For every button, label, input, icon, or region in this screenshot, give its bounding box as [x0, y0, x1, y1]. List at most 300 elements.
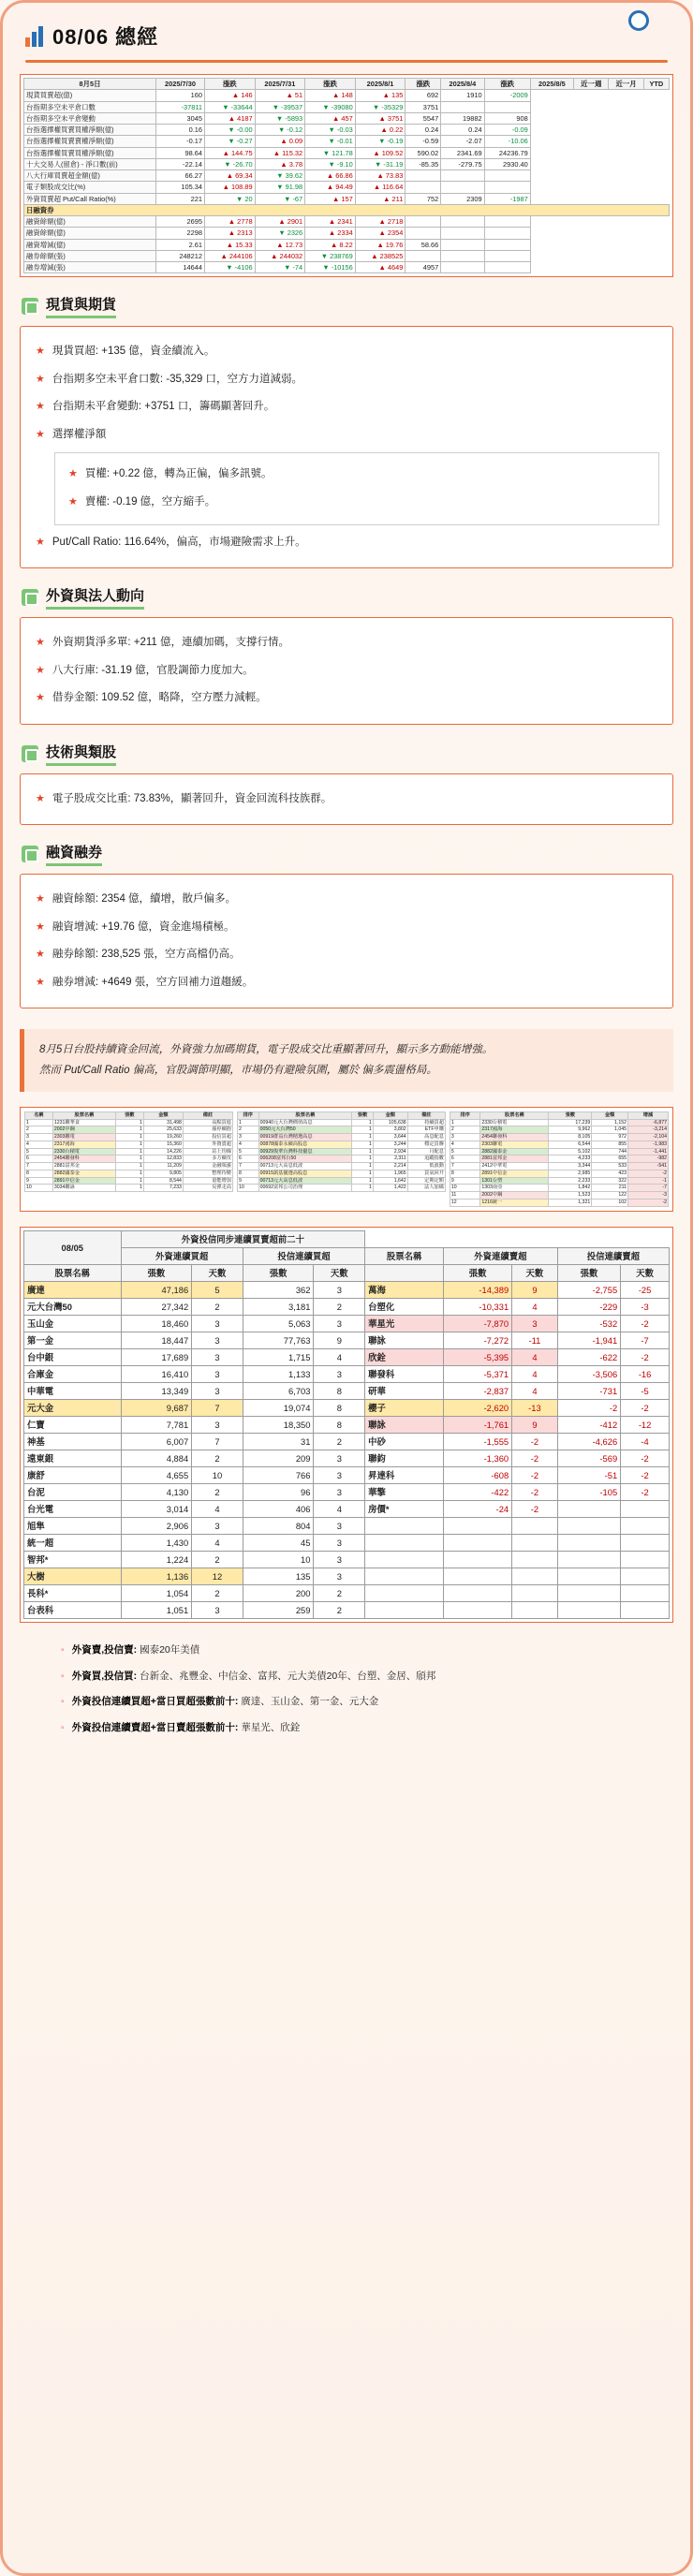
mini-table-cell: 1	[25, 1119, 53, 1126]
mini-table-row	[237, 1156, 445, 1163]
mini-table-row	[450, 1156, 668, 1163]
rank-invtrust-days: -2	[621, 1466, 670, 1483]
mini-table-cell: -6,877	[627, 1119, 668, 1126]
rank-invtrust-days	[621, 1601, 670, 1618]
bullet-dot-icon: ◦	[61, 1643, 65, 1656]
table-cell: ▲ 244032	[255, 250, 305, 261]
ranking-card	[20, 1227, 673, 1623]
rank-invtrust-amount	[557, 1517, 620, 1534]
mini-table-cell: 9,805	[143, 1170, 183, 1177]
table-cell: 752	[405, 193, 441, 204]
rank-invtrust-days	[621, 1551, 670, 1568]
table-cell: 2309	[441, 193, 484, 204]
rank-stock-name: 台中銀	[24, 1348, 122, 1365]
rank-invtrust-amount: 362	[243, 1281, 314, 1298]
mini-table-cell: 1	[352, 1185, 374, 1192]
mini-table-cell: 反彈走高	[183, 1185, 232, 1192]
mini-sheet-center	[237, 1111, 446, 1192]
rank-column-header-1: 張數	[121, 1264, 192, 1281]
mini-table-cell: 006208富邦台50	[258, 1156, 352, 1163]
mini-table-cell: 00713元大高息低波	[258, 1177, 352, 1185]
rank-stock-name: 神基	[24, 1433, 122, 1450]
table-cell: ▲ 144.75	[205, 147, 256, 158]
rank-foreign-amount: 3,014	[121, 1500, 192, 1517]
mini-table-cell: 10	[25, 1185, 53, 1192]
table-cell: ▲ 2334	[305, 228, 356, 239]
star-icon: ★	[68, 495, 78, 508]
footnotes	[23, 1638, 670, 1742]
rank-foreign-amount: 17,689	[121, 1348, 192, 1365]
rank-column-header-7: 天數	[512, 1264, 558, 1281]
rank-foreign-days: -2	[512, 1466, 558, 1483]
section-card-margin-short	[20, 874, 673, 1008]
mini-table-cell: 2330台積電	[480, 1119, 549, 1126]
row-label: 台指選擇權買賣買權淨額(億)	[24, 125, 156, 136]
mini-table-cell: 14,226	[143, 1148, 183, 1156]
section-card-foreign-institutional	[20, 617, 673, 725]
rank-foreign-amount: 1,430	[121, 1534, 192, 1551]
rank-stock-name: 華星光	[365, 1315, 444, 1332]
table-cell: ▼ 20	[205, 193, 256, 204]
ranking-table	[23, 1230, 670, 1619]
summary-line-1: 8月5日台股持續資金回流，外資強力加碼期貨，電子股成交比重顯著回升，顯示多方動能增強。	[39, 1044, 494, 1056]
rank-invtrust-days: 2	[314, 1601, 365, 1618]
table-row	[24, 1601, 670, 1618]
mini-table-cell: 7,233	[143, 1185, 183, 1192]
table-row	[24, 228, 670, 239]
table-cell	[484, 182, 530, 193]
star-icon: ★	[36, 893, 45, 905]
mini-table-cell: 4	[25, 1141, 53, 1148]
section-heading-margin-short	[22, 842, 671, 866]
mini-table-cell: 322	[592, 1177, 628, 1185]
mini-table-cell: 1	[450, 1119, 479, 1126]
rank-invtrust-amount: -569	[557, 1450, 620, 1466]
rank-stock-name: 遠東銀	[24, 1450, 122, 1466]
mini-table-cell: 1	[352, 1141, 374, 1148]
rank-stock-name: 長科*	[24, 1584, 122, 1601]
mini-table-cell: 8	[450, 1170, 479, 1177]
mini-table-cell: 1	[116, 1156, 144, 1163]
rank-stock-name: 聯發科	[365, 1365, 444, 1382]
rank-foreign-days: 3	[192, 1365, 243, 1382]
mini-table-cell: 2891中信金	[52, 1177, 115, 1185]
rank-foreign-amount: -608	[444, 1466, 512, 1483]
mini-table-row	[25, 1141, 233, 1148]
table-cell: ▲ 51	[255, 90, 305, 101]
rank-group-header: 外資連續賣超	[444, 1247, 558, 1264]
footnote-text: 華星光、欣銓	[238, 1722, 301, 1734]
mini-table-cell: 15,360	[143, 1141, 183, 1148]
column-header-8: 2025/8/5	[530, 79, 573, 90]
rank-invtrust-amount: 19,074	[243, 1399, 314, 1416]
summary-band	[20, 1029, 673, 1092]
mini-table-cell: ETF申購	[407, 1126, 445, 1134]
rank-foreign-amount: 47,186	[121, 1281, 192, 1298]
table-cell: 2298	[156, 228, 205, 239]
mini-table-cell: 高點買進	[183, 1119, 232, 1126]
rank-foreign-days: 5	[192, 1281, 243, 1298]
mini-table-cell: 3,244	[373, 1141, 407, 1148]
rank-foreign-amount: -1,761	[444, 1416, 512, 1433]
section-card-technical-sectors	[20, 773, 673, 826]
market-data-table	[23, 78, 670, 273]
mini-table-cell: 高息配息	[407, 1134, 445, 1141]
rank-invtrust-days: -2	[621, 1483, 670, 1500]
list-item	[34, 657, 659, 685]
table-cell: ▼ -0.00	[205, 125, 256, 136]
rank-foreign-days: 7	[192, 1433, 243, 1450]
table-cell: 19882	[441, 112, 484, 124]
table-cell: -22.14	[156, 158, 205, 169]
rank-invtrust-amount	[557, 1568, 620, 1584]
rank-foreign-days: 3	[192, 1416, 243, 1433]
summary-line-2: 然而 Put/Call Ratio 偏高，官股調節明顯，市場仍有避險氛圍，屬於 偏多震盪格局。	[39, 1064, 437, 1076]
list-item	[34, 914, 659, 942]
mini-column-header: 金額	[373, 1111, 407, 1119]
rank-invtrust-days: 3	[314, 1365, 365, 1382]
table-row	[24, 1534, 670, 1551]
star-icon: ★	[68, 468, 78, 480]
table-cell: 14644	[156, 262, 205, 273]
mini-table-cell: 2,233	[549, 1177, 592, 1185]
rank-invtrust-amount: 77,763	[243, 1332, 314, 1348]
mini-table-cell: 5	[450, 1148, 479, 1156]
table-cell: ▼ -74	[255, 262, 305, 273]
mini-table-cell: 法人加碼	[407, 1185, 445, 1192]
table-cell: 160	[156, 90, 205, 101]
mini-table-cell: 102	[592, 1199, 628, 1206]
rank-column-header-3: 張數	[243, 1264, 314, 1281]
mini-table-cell: 2303聯電	[52, 1134, 115, 1141]
table-row	[24, 158, 670, 169]
rank-foreign-days: 4	[512, 1298, 558, 1315]
table-cell: 2930.40	[484, 158, 530, 169]
list-item	[34, 629, 659, 657]
rank-stock-name	[365, 1534, 444, 1551]
row-label: 台指選擇權買賣賣權淨額(億)	[24, 136, 156, 147]
table-cell: 2.61	[156, 239, 205, 250]
rank-stock-name: 統一超	[24, 1534, 122, 1551]
footnote-item	[61, 1715, 670, 1742]
mini-table-cell: 5	[25, 1148, 53, 1156]
table-cell: 4957	[405, 262, 441, 273]
table-cell	[441, 182, 484, 193]
table-row	[24, 239, 670, 250]
table-cell: 98.64	[156, 147, 205, 158]
table-row	[24, 170, 670, 182]
mini-table-row	[450, 1199, 668, 1206]
rank-foreign-days: 4	[192, 1534, 243, 1551]
rank-invtrust-days: 4	[314, 1348, 365, 1365]
table-cell: 692	[405, 90, 441, 101]
star-icon: ★	[36, 536, 45, 548]
list-item	[34, 338, 659, 366]
mini-table-cell: 1,523	[549, 1192, 592, 1200]
mini-table-cell: 月配息	[407, 1148, 445, 1156]
sub-list-item	[66, 489, 647, 517]
mini-table-cell: 1,045	[592, 1126, 628, 1134]
column-header-11: YTD	[643, 79, 669, 90]
table-cell: -0.17	[156, 136, 205, 147]
rank-invtrust-days: -2	[621, 1348, 670, 1365]
table-row	[24, 1483, 670, 1500]
table-section-header: 日融資券	[24, 204, 670, 215]
rank-invtrust-days	[621, 1500, 670, 1517]
mini-table-cell: -2	[627, 1199, 668, 1206]
rank-invtrust-amount: 45	[243, 1534, 314, 1551]
sub-box	[54, 452, 659, 524]
bullet-list	[34, 886, 659, 996]
mini-table-cell: 4	[237, 1141, 258, 1148]
rank-stock-name: 康舒	[24, 1466, 122, 1483]
header-divider	[25, 60, 668, 63]
mini-table-cell: 2882國泰金	[52, 1170, 115, 1177]
rank-invtrust-amount: -532	[557, 1315, 620, 1332]
section-marker-icon	[22, 589, 38, 606]
mini-table-cell: 2	[237, 1126, 258, 1134]
rank-invtrust-amount: -105	[557, 1483, 620, 1500]
decorative-circle	[628, 10, 649, 31]
mini-table-row	[450, 1148, 668, 1156]
rank-invtrust-amount: 135	[243, 1568, 314, 1584]
table-row	[24, 1466, 670, 1483]
mini-table-cell: 00692富邦公司治理	[258, 1185, 352, 1192]
mini-table-cell: 穩定買盤	[407, 1141, 445, 1148]
rank-foreign-days: 4	[192, 1500, 243, 1517]
table-cell: ▲ 115.32	[255, 147, 305, 158]
rank-invtrust-days	[621, 1584, 670, 1601]
footnote-label: 外資投信連續買超+當日買超張數前十:	[71, 1696, 239, 1708]
mini-table-cell: 25,633	[143, 1126, 183, 1134]
mini-table-cell: 2881富邦金	[52, 1163, 115, 1170]
rank-column-row	[24, 1264, 670, 1281]
table-cell: ▼ -31.19	[355, 158, 405, 169]
rank-invtrust-days: 2	[314, 1433, 365, 1450]
rank-stock-name: 旭隼	[24, 1517, 122, 1534]
table-cell: ▲ 244106	[205, 250, 256, 261]
table-cell: ▼ -33644	[205, 101, 256, 112]
mini-table-cell: 7	[450, 1163, 479, 1170]
row-label: 八大行庫買賣超金額(億)	[24, 170, 156, 182]
rank-foreign-days: -2	[512, 1450, 558, 1466]
star-icon: ★	[36, 346, 45, 358]
mini-column-header: 名稱	[25, 1111, 53, 1119]
column-header-6: 2025/8/4	[441, 79, 484, 90]
mini-table-cell: 1	[116, 1185, 144, 1192]
rank-stock-name: 台光電	[24, 1500, 122, 1517]
rank-stock-name: 聯鈞	[365, 1450, 444, 1466]
rank-foreign-amount: 16,410	[121, 1365, 192, 1382]
mini-table-row	[25, 1134, 233, 1141]
table-row	[24, 101, 670, 112]
mini-table-cell: 5,102	[549, 1148, 592, 1156]
rank-foreign-days: 4	[512, 1365, 558, 1382]
rank-invtrust-days: -5	[621, 1382, 670, 1399]
mini-table-cell: 6	[25, 1156, 53, 1163]
table-cell: 2341.69	[441, 147, 484, 158]
mini-table-cell: 4	[450, 1141, 479, 1148]
star-icon: ★	[36, 976, 45, 988]
rank-foreign-amount: -24	[444, 1500, 512, 1517]
rank-stock-name: 第一金	[24, 1332, 122, 1348]
mini-table-row	[237, 1134, 445, 1141]
rank-stock-name: 聯詠	[365, 1416, 444, 1433]
mini-table-cell: -3,214	[627, 1126, 668, 1134]
row-label: 台指期多空未平倉變動	[24, 112, 156, 124]
rank-invtrust-amount: 259	[243, 1601, 314, 1618]
mini-table-cell: 1,422	[373, 1185, 407, 1192]
table-row	[24, 1399, 670, 1416]
footnote-item	[61, 1664, 670, 1690]
table-cell: ▲ 238525	[355, 250, 405, 261]
mini-table-row	[25, 1185, 233, 1192]
table-row	[24, 1365, 670, 1382]
rank-invtrust-days	[621, 1517, 670, 1534]
rank-invtrust-amount: -622	[557, 1348, 620, 1365]
rank-foreign-amount	[444, 1601, 512, 1618]
mini-column-header: 金額	[592, 1111, 628, 1119]
table-row	[24, 193, 670, 204]
mini-table-row	[25, 1177, 233, 1185]
mini-table-cell: 1	[352, 1148, 374, 1156]
rank-foreign-days: -2	[512, 1500, 558, 1517]
rank-stock-name	[365, 1601, 444, 1618]
rank-foreign-days: 7	[192, 1399, 243, 1416]
mini-table-cell: 9	[450, 1177, 479, 1185]
mini-table-cell: 1216統一	[480, 1199, 549, 1206]
mini-table-cell: -2,104	[627, 1134, 668, 1141]
mini-table-cell: 8	[25, 1170, 53, 1177]
rank-group-header: 投信連續買超	[243, 1247, 364, 1264]
mini-table-cell: 2317鴻海	[480, 1126, 549, 1134]
rank-stock-name	[365, 1568, 444, 1584]
list-item-label: 外資期貨淨多單: +211 億，連續加碼，支撐行情。	[52, 637, 290, 649]
rank-stock-name: 昇達科	[365, 1466, 444, 1483]
row-label: 融券餘額(張)	[24, 250, 156, 261]
rank-foreign-amount: -14,389	[444, 1281, 512, 1298]
table-cell	[441, 170, 484, 182]
rank-invtrust-amount: 31	[243, 1433, 314, 1450]
rank-foreign-amount: 6,007	[121, 1433, 192, 1450]
table-cell: 2695	[156, 216, 205, 228]
rank-stock-name: 華擎	[365, 1483, 444, 1500]
mini-table-cell: 1	[116, 1170, 144, 1177]
table-cell: ▼ -5893	[255, 112, 305, 124]
rank-invtrust-days: -3	[621, 1298, 670, 1315]
table-cell: ▲ 2778	[205, 216, 256, 228]
rank-column-header-5	[365, 1264, 444, 1281]
rank-foreign-amount: -1,555	[444, 1433, 512, 1450]
bullet-dot-icon: ◦	[61, 1696, 65, 1708]
mini-table-cell: 10	[237, 1185, 258, 1192]
row-label: 台指選擇權買賣買權淨額(億)	[24, 147, 156, 158]
rank-stock-name: 玉山金	[24, 1315, 122, 1332]
mini-column-header: 增減	[627, 1111, 668, 1119]
mini-table-cell: 5	[237, 1148, 258, 1156]
rank-foreign-days: 4	[512, 1348, 558, 1365]
table-cell: ▲ 73.83	[355, 170, 405, 182]
star-icon: ★	[36, 664, 45, 676]
list-item-label: 現貨買超: +135 億，資金續流入。	[52, 346, 215, 358]
star-icon: ★	[36, 373, 45, 385]
rank-invtrust-amount: 5,063	[243, 1315, 314, 1332]
table-cell	[484, 239, 530, 250]
mini-table-cell: 2454聯發科	[52, 1156, 115, 1163]
rank-foreign-amount: -422	[444, 1483, 512, 1500]
table-cell: ▲ 66.86	[305, 170, 356, 182]
mini-table-cell: 9	[25, 1177, 53, 1185]
table-row	[24, 182, 670, 193]
rank-column-header-2: 天數	[192, 1264, 243, 1281]
mini-table-cell: 2882國泰金	[480, 1148, 549, 1156]
mini-table-cell: 1,642	[373, 1177, 407, 1185]
table-cell: 0.16	[156, 125, 205, 136]
list-item	[34, 886, 659, 914]
mini-column-header: 排序	[450, 1111, 479, 1119]
rank-stock-name: 萬海	[365, 1281, 444, 1298]
table-cell	[441, 239, 484, 250]
table-cell	[405, 170, 441, 182]
table-row	[24, 1450, 670, 1466]
section-heading-foreign-institutional	[22, 585, 671, 610]
rank-foreign-days: 2	[192, 1584, 243, 1601]
mini-table-cell: 3	[25, 1134, 53, 1141]
ranking-title: 外資投信同步連續買賣超前二十	[121, 1230, 365, 1247]
rank-foreign-days: 2	[192, 1298, 243, 1315]
mini-table-cell: 1	[116, 1141, 144, 1148]
mini-table-cell: 1	[352, 1177, 374, 1185]
mini-table-cell: 7	[25, 1163, 53, 1170]
table-row	[24, 112, 670, 124]
rank-invtrust-amount: 96	[243, 1483, 314, 1500]
mini-table-row	[450, 1163, 668, 1170]
mini-table-row	[25, 1156, 233, 1163]
table-row	[24, 1433, 670, 1450]
mini-table-cell: 11,209	[143, 1163, 183, 1170]
rank-invtrust-days: -4	[621, 1433, 670, 1450]
mini-column-header: 股票名稱	[258, 1111, 352, 1119]
mini-table-cell: 3,344	[549, 1163, 592, 1170]
table-cell	[405, 250, 441, 261]
mini-table-cell: 8,544	[143, 1177, 183, 1185]
mini-column-header: 備註	[407, 1111, 445, 1119]
rank-foreign-amount: 4,655	[121, 1466, 192, 1483]
mini-table-cell: 122	[592, 1192, 628, 1200]
rank-stock-name: 台表科	[24, 1601, 122, 1618]
table-cell: ▼ -26.70	[205, 158, 256, 169]
row-label: 十大交易人(留倉) - 淨口數(前)	[24, 158, 156, 169]
rank-foreign-amount: 1,051	[121, 1601, 192, 1618]
table-cell	[441, 262, 484, 273]
rank-invtrust-days: 3	[314, 1551, 365, 1568]
table-cell: 58.66	[405, 239, 441, 250]
list-item	[34, 421, 659, 449]
table-cell: ▼ -39080	[305, 101, 356, 112]
mini-table-row	[450, 1185, 668, 1192]
mini-table-cell: 10	[450, 1185, 479, 1192]
rank-foreign-amount: 1,054	[121, 1584, 192, 1601]
rank-stock-name: 聯詠	[365, 1332, 444, 1348]
mini-table-cell: 4,233	[549, 1156, 592, 1163]
mini-table-row	[450, 1170, 668, 1177]
table-cell	[405, 228, 441, 239]
mini-column-header: 股票名稱	[52, 1111, 115, 1119]
list-item	[34, 969, 659, 997]
mini-table-cell: 00919群益台灣精選高息	[258, 1134, 352, 1141]
mini-table-cell: 1	[116, 1119, 144, 1126]
footnote-text: 台新金、兆豐金、中信金、富邦、元大美債20年、台塑、金居、頎邦	[137, 1670, 436, 1682]
